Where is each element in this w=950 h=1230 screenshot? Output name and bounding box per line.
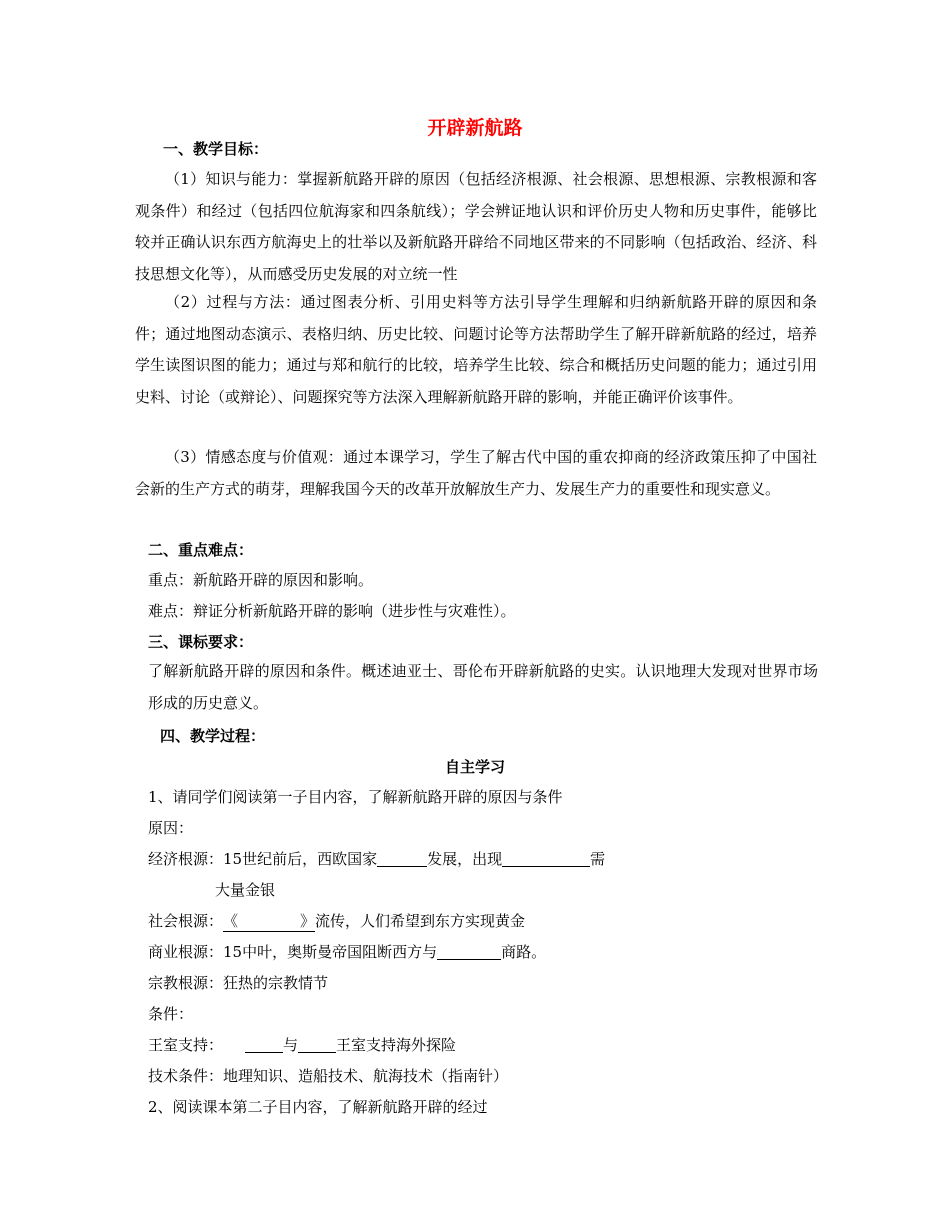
book-close-bracket: 》 [300, 912, 316, 930]
key-point-text: 重点：新航路开辟的原因和影响。 [148, 571, 374, 589]
blank-field[interactable] [298, 1036, 336, 1053]
section-heading-standards: 三、课标要求： [148, 633, 254, 651]
conditions-label: 条件： [148, 1005, 194, 1023]
economic-root-prefix: 经济根源：15世纪前后，西欧国家 [148, 850, 378, 868]
standards-text: 了解新航路开辟的原因和条件。概述迪亚士、哥伦布开辟新航路的史实。认识地理大发现对世界市场形成的历史意义。 [148, 662, 818, 712]
technical-conditions-text: 技术条件：地理知识、造船技术、航海技术（指南针） [148, 1067, 509, 1085]
objective-knowledge-paragraph: （1）知识与能力：掌握新航路开辟的原因（包括经济根源、社会根源、思想根源、宗教根源和客观条件）和经过（包括四位航海家和四条航线）；学会辨证地认识和评价历史人物和历史事件，能够比较并正确认识东西方航海史上的壮举以及新航路开辟给不同地区带来的不同影响（包括政治、经济、科技思想文化等），从而感受历史发展的对立统一性 [135, 170, 817, 283]
blank-field[interactable] [245, 1036, 283, 1053]
objective-attitude-paragraph: （3）情感态度与价值观：通过本课学习，学生了解古代中国的重农抑商的经济政策压抑了中国社会新的生产方式的萌芽，理解我国今天的改革开放解放生产力、发展生产力的重要性和现实意义。 [135, 448, 817, 498]
blank-field[interactable] [377, 850, 427, 867]
economic-root-suffix: 需 [590, 850, 606, 868]
royal-support-and: 与 [283, 1036, 299, 1054]
blank-field[interactable] [437, 943, 501, 960]
section-heading-objectives: 一、教学目标： [163, 140, 269, 158]
book-title-blank[interactable] [223, 911, 315, 932]
question-1-text: 1、请同学们阅读第一子目内容，了解新航路开辟的原因与条件 [148, 788, 563, 806]
economic-root-continuation: 大量金银 [215, 881, 276, 899]
social-root-suffix: 流传，人们希望到东方实现黄金 [315, 912, 526, 930]
book-open-bracket: 《 [223, 912, 239, 930]
section-heading-key-points: 二、重点难点： [148, 541, 254, 559]
commerce-root-line [148, 942, 546, 962]
reasons-label: 原因： [148, 819, 194, 837]
difficulty-text: 难点：辩证分析新航路开辟的影响（进步性与灾难性）。 [148, 602, 516, 620]
self-study-heading: 自主学习 [444, 758, 505, 776]
commerce-root-suffix: 商路。 [501, 943, 547, 961]
royal-support-prefix: 王室支持： [148, 1036, 224, 1054]
blank-field[interactable] [502, 850, 590, 867]
question-2-text: 2、阅读课本第二子目内容，了解新航路开辟的经过 [148, 1098, 488, 1116]
social-root-prefix: 社会根源： [148, 912, 224, 930]
religious-root-text: 宗教根源：狂热的宗教情节 [148, 974, 329, 992]
commerce-root-prefix: 商业根源：15中叶，奥斯曼帝国阻断西方与 [148, 943, 438, 961]
economic-root-middle: 发展，出现 [427, 850, 503, 868]
document-title: 开辟新航路 [427, 117, 523, 139]
royal-support-line [148, 1035, 456, 1055]
objective-process-paragraph: （2）过程与方法：通过图表分析、引用史料等方法引导学生理解和归纳新航路开辟的原因和条件；通过地图动态演示、表格归纳、历史比较、问题讨论等方法帮助学生了解开辟新航路的经过，培养学生读图识图的能力；通过与郑和航行的比较，培养学生比较、综合和概括历史问题的能力；通过引用史料、讨论（或辩论）、问题探究等方法深入理解新航路开辟的影响，并能正确评价该事件。 [135, 293, 817, 406]
royal-support-suffix: 王室支持海外探险 [336, 1036, 457, 1054]
section-heading-process: 四、教学过程： [160, 727, 266, 745]
economic-root-line [148, 849, 605, 869]
social-root-line [148, 911, 525, 932]
